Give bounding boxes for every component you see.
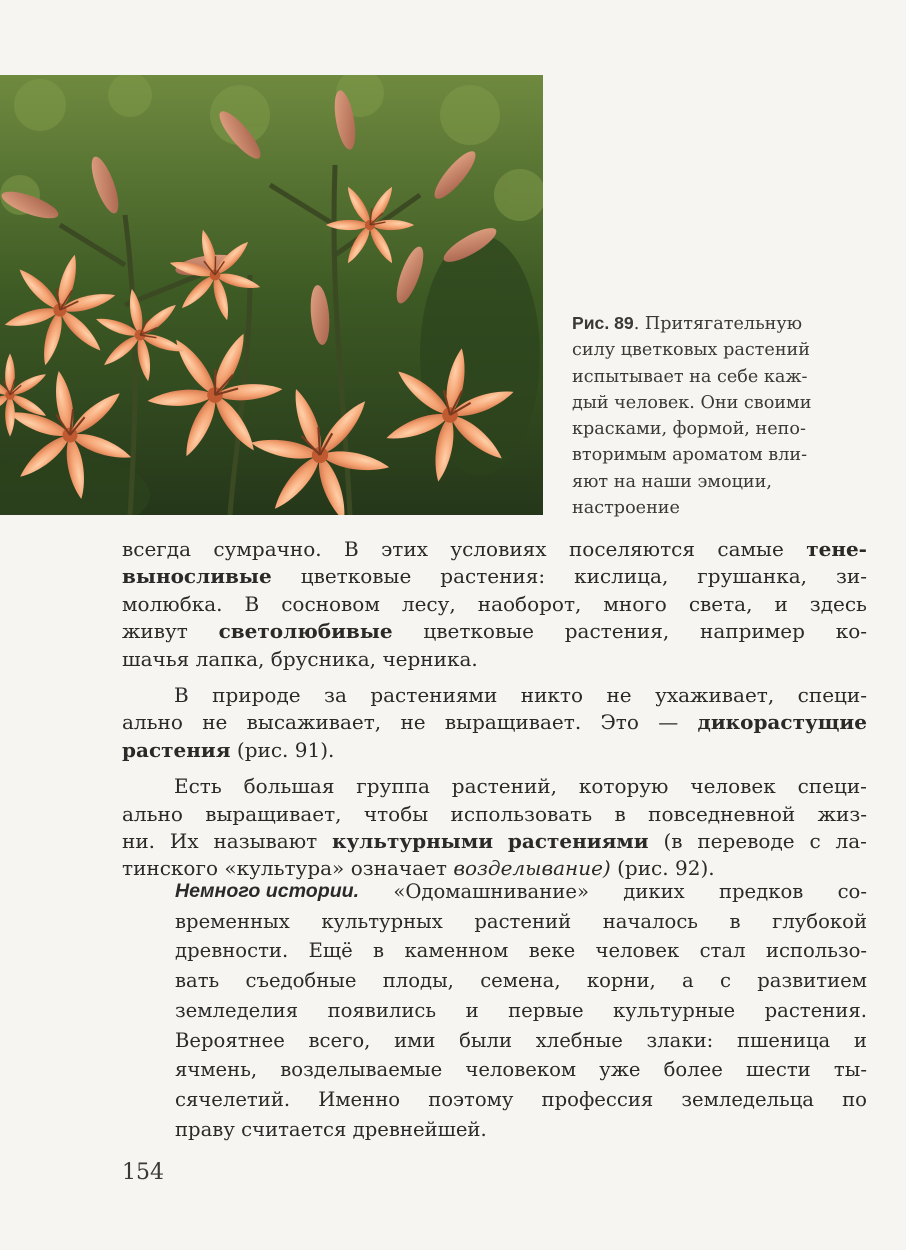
word: человек: [595, 939, 680, 963]
word: растения:: [440, 564, 546, 589]
term-italic: возделывание): [453, 856, 611, 881]
word: чтобы: [363, 801, 429, 826]
word: света,: [688, 591, 753, 616]
word: природе: [212, 683, 301, 708]
figure-caption: Рис. 89. Притягательную силу цветковых растений испытывает на себе каж- дый человек. Они своими красками, формой, непо- вторимым ароматом вли- яют на наши эмоции, настроение: [572, 310, 872, 521]
word: кислица,: [574, 564, 669, 589]
paragraph-3: [122, 773, 867, 883]
word: растения,: [564, 619, 670, 644]
word: много: [603, 591, 667, 616]
word: Есть: [174, 774, 222, 799]
word: самые: [717, 537, 784, 561]
word: группа: [356, 774, 430, 799]
word: земледелия: [175, 998, 299, 1022]
word: временных: [175, 909, 290, 933]
word: Это: [600, 710, 639, 735]
word: каменном: [404, 939, 509, 963]
word: 92).: [675, 856, 715, 881]
word: началось: [602, 909, 698, 933]
word: развитием: [757, 969, 867, 993]
word: грушанка,: [697, 564, 807, 589]
word: Ещё: [308, 939, 353, 963]
word: тинского: [122, 856, 218, 881]
word: пшеница: [736, 1028, 831, 1052]
word: в: [614, 801, 626, 826]
lily-illustration: [0, 75, 543, 515]
term-bold: тене-: [806, 537, 867, 561]
word: ячмень,: [175, 1058, 258, 1082]
word: зи-: [835, 564, 867, 589]
word: никто: [520, 683, 584, 708]
caption-line: красками, формой, непо-: [572, 419, 806, 440]
word: ими: [394, 1028, 436, 1052]
word: ни.: [122, 829, 156, 854]
word: не: [202, 710, 228, 735]
word: более: [663, 1058, 723, 1082]
word: корни,: [586, 969, 656, 993]
word: растений,: [451, 774, 557, 799]
word: шачья: [122, 646, 190, 671]
word: плоды,: [382, 969, 454, 993]
word: большая: [243, 774, 335, 799]
word: земледельца: [681, 1087, 814, 1111]
history-block: [175, 877, 867, 1144]
word: не: [400, 710, 426, 735]
word: древности.: [175, 939, 289, 963]
word: съедобные: [245, 969, 357, 993]
word: наоборот,: [477, 591, 582, 616]
paragraph-1: [122, 536, 867, 673]
word: были: [459, 1028, 513, 1052]
word: использовать: [450, 801, 593, 826]
word: уже: [599, 1058, 641, 1082]
word: считается: [241, 1117, 347, 1141]
word: цветковые: [423, 619, 534, 644]
word: появились: [327, 998, 437, 1022]
word: живут: [122, 619, 188, 644]
word: черника.: [382, 646, 478, 671]
word: не: [606, 683, 632, 708]
word: использо-: [765, 939, 867, 963]
word: возделываемые: [280, 1058, 443, 1082]
caption-line: испытывает на себе каж-: [572, 366, 808, 387]
word: В: [244, 591, 260, 616]
word: человек: [690, 774, 776, 799]
word: называют: [213, 829, 318, 854]
word: переводе: [697, 829, 795, 854]
word: стал: [699, 939, 746, 963]
word: поселяются: [568, 537, 695, 561]
word: ла-: [835, 829, 867, 854]
caption-line: Притягательную: [644, 314, 803, 334]
term-bold: растениями: [507, 829, 649, 854]
word: —: [658, 710, 679, 735]
word: означает: [350, 856, 447, 881]
word: хлебные: [535, 1028, 623, 1052]
word: всегда: [122, 537, 192, 561]
word: веке: [528, 939, 576, 963]
caption-line: силу цветковых растений: [572, 340, 811, 361]
term-bold: дикорастущие: [697, 710, 867, 735]
word: ухаживает,: [655, 683, 775, 708]
word: сумрачно.: [213, 537, 322, 561]
word: профессия: [541, 1087, 654, 1111]
word: сячелетий.: [175, 1087, 291, 1111]
word: В: [344, 537, 359, 561]
word: лесу,: [401, 591, 456, 616]
word: шести: [746, 1058, 811, 1082]
word: специ-: [797, 774, 867, 799]
word: по: [842, 1087, 867, 1111]
word: (в: [663, 829, 683, 854]
caption-line: настроение: [572, 498, 680, 519]
term-bold: растения: [122, 737, 231, 762]
word: растений: [474, 909, 572, 933]
term-bold: светолюбивые: [218, 619, 393, 644]
word: Вероятнее: [175, 1028, 285, 1052]
word: специ-: [797, 683, 867, 708]
word: здесь: [809, 591, 867, 616]
word: выращивает.: [444, 710, 582, 735]
word: выращивает,: [205, 801, 342, 826]
word: лапка,: [195, 646, 265, 671]
figure-label: Рис. 89: [572, 313, 634, 333]
word: повседневной: [648, 801, 796, 826]
word: В: [174, 683, 189, 708]
term-bold: выносливые: [122, 564, 272, 589]
word: например: [699, 619, 805, 644]
word: жиз-: [817, 801, 867, 826]
word: условиях: [450, 537, 547, 561]
caption-line: дый человек. Они своими: [572, 392, 812, 413]
word: растениями: [370, 683, 498, 708]
word: сосновом: [281, 591, 380, 616]
word: ально: [122, 801, 183, 826]
word: «культура»: [224, 856, 345, 881]
word: семена,: [480, 969, 561, 993]
word: и: [465, 998, 479, 1022]
word: этих: [381, 537, 428, 561]
word: глубокой: [772, 909, 867, 933]
word: брусника,: [270, 646, 377, 671]
word: цветковые: [300, 564, 412, 589]
word: предков: [718, 880, 804, 903]
word: злаки:: [646, 1028, 714, 1052]
word: поэтому: [428, 1087, 514, 1111]
word: вать: [175, 969, 220, 993]
page-number: 154: [122, 1160, 164, 1185]
word: культурных: [321, 909, 443, 933]
word: и: [853, 1028, 867, 1052]
word: со-: [837, 880, 867, 903]
history-label: Немного истории.: [175, 880, 360, 902]
lily-photo: [0, 75, 543, 515]
word: Именно: [318, 1087, 401, 1111]
body-text: [122, 536, 867, 883]
word: с: [719, 969, 731, 993]
word: праву: [175, 1117, 235, 1141]
word: ально: [122, 710, 183, 735]
word: которую: [578, 774, 669, 799]
word: человеком: [465, 1058, 577, 1082]
word: «Одомашнивание»: [393, 880, 589, 903]
word: а: [682, 969, 694, 993]
word: за: [324, 683, 347, 708]
word: молюбка.: [122, 591, 223, 616]
word: (рис.: [617, 856, 669, 881]
word: первые: [508, 998, 584, 1022]
word: и: [774, 591, 788, 616]
word: Их: [169, 829, 199, 854]
word: высаживает,: [246, 710, 382, 735]
word: диких: [623, 880, 685, 903]
word: всего,: [308, 1028, 371, 1052]
word: ты-: [833, 1058, 867, 1082]
paragraph-2: [122, 682, 867, 764]
word: растения.: [764, 998, 867, 1022]
caption-line: вторимым ароматом вли-: [572, 445, 808, 466]
caption-line: яют на наши эмоции,: [572, 471, 772, 492]
word: древнейшей.: [352, 1117, 487, 1141]
word: 91).: [294, 737, 335, 762]
word: в: [729, 909, 741, 933]
word: (рис.: [236, 737, 289, 762]
word: с: [809, 829, 821, 854]
word: культурные: [613, 998, 736, 1022]
word: ко-: [835, 619, 867, 644]
word: в: [373, 939, 385, 963]
term-bold: культурными: [332, 829, 494, 854]
